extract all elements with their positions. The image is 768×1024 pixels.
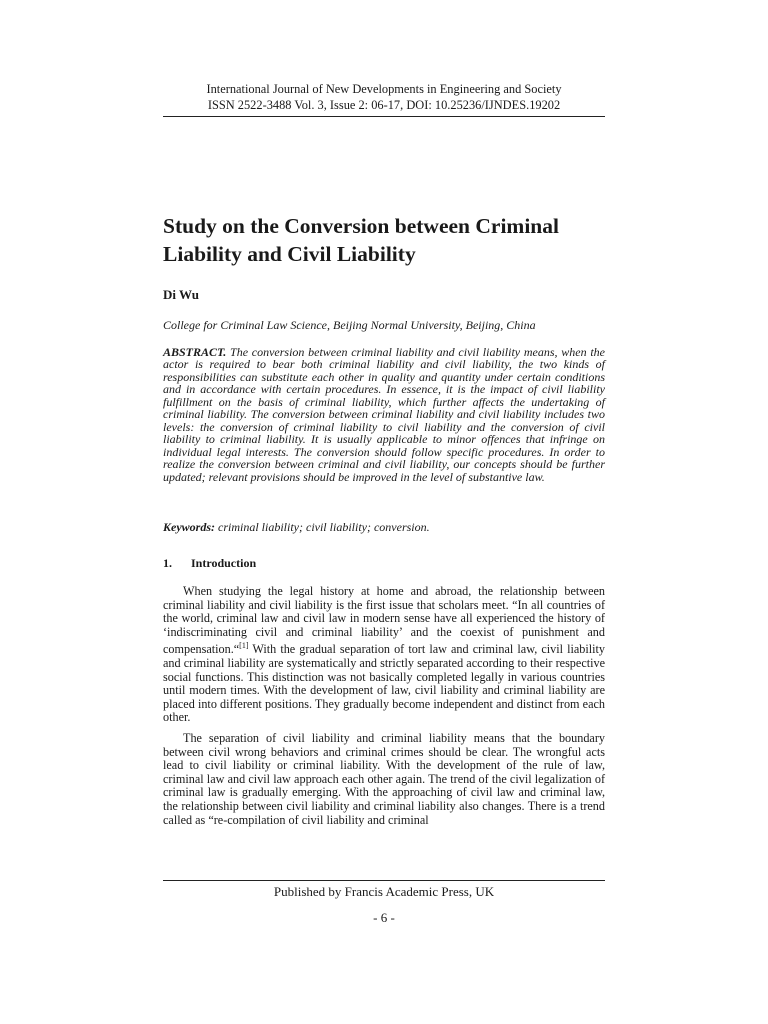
author-name: Di Wu xyxy=(163,287,200,302)
body-paragraph-1 xyxy=(163,585,605,725)
abstract xyxy=(163,346,605,483)
footer-divider xyxy=(163,880,605,881)
section-title: Introduction xyxy=(191,556,257,570)
header-divider xyxy=(163,116,605,117)
abstract-text: The conversion between criminal liability and civil liability means, when the actor is required to bear both criminal liability and civil liability, the two kinds of responsibilities can substitute each other in quality and quantity under certain conditions and in accordance with certain procedures. In essence, it is the impact of civil liability fulfillment on the basis of criminal liability, which further affects the undertaking of criminal liability. The conversion between criminal liability and civil liability includes two levels: the conversion of criminal liability to civil liability and the conversion of civil liability to criminal liability. It is usually applicable to minor offences that infringe on individual legal interests. The conversion should follow specific procedures. In order to realize the conversion between criminal and civil liability, our concepts should be further updated; relevant provisions should be improved in the level of substantive law. xyxy=(163,345,606,484)
issue-info: ISSN 2522-3488 Vol. 3, Issue 2: 06-17, DOI: 10.25236/IJNDES.19202 xyxy=(207,98,561,112)
journal-name: International Journal of New Developments in Engineering and Society xyxy=(206,82,562,96)
section-number: 1. xyxy=(163,556,172,570)
paragraph-text: With the gradual separation of tort law and criminal law, civil liability and criminal liability are systematically and strictly separated according to their respective social functions. This distinction was not basically completed legally in various countries until modern times. With the development of law, civil liability and criminal liability are placed into different positions. They gradually become independent and distinct from each other. xyxy=(163,642,605,725)
publisher-footer: Published by Francis Academic Press, UK xyxy=(273,884,495,899)
running-header xyxy=(163,81,605,113)
paper-title: Study on the Conversion between Criminal Liability and Civil Liability xyxy=(163,214,559,266)
page-number: - 6 - xyxy=(373,910,395,925)
keywords-label: Keywords: xyxy=(163,520,215,534)
body-paragraph-2: The separation of civil liability and criminal liability means that the boundary between civil wrong behaviors and criminal crimes should be clear. The wrongful acts lead to civil liability or criminal liability. With the development of the rule of law, criminal law and civil law approach each other again. The trend of the civil legalization of criminal law is gradually emerging. With the approaching of civil law and criminal law, the relationship between civil liability and criminal liability also changes. There is a trend called as “re-compilation of civil liability and criminal xyxy=(163,731,605,827)
abstract-label: ABSTRACT. xyxy=(163,345,227,359)
citation-ref: [1] xyxy=(239,641,249,651)
keywords xyxy=(163,520,605,535)
section-heading xyxy=(163,556,256,571)
paragraph-text: When studying the legal history at home and abroad, the relationship between criminal liability and civil liability is the first issue that scholars meet. “In all countries of the world, criminal law and civil law in modern sense have all experienced the history of ‘indiscriminating civil and criminal liability’ and the coexist of punishment and compensation.“ xyxy=(163,584,605,657)
author-affiliation: College for Criminal Law Science, Beijing Normal University, Beijing, China xyxy=(163,318,536,332)
keywords-text: criminal liability; civil liability; conversion. xyxy=(218,520,430,534)
